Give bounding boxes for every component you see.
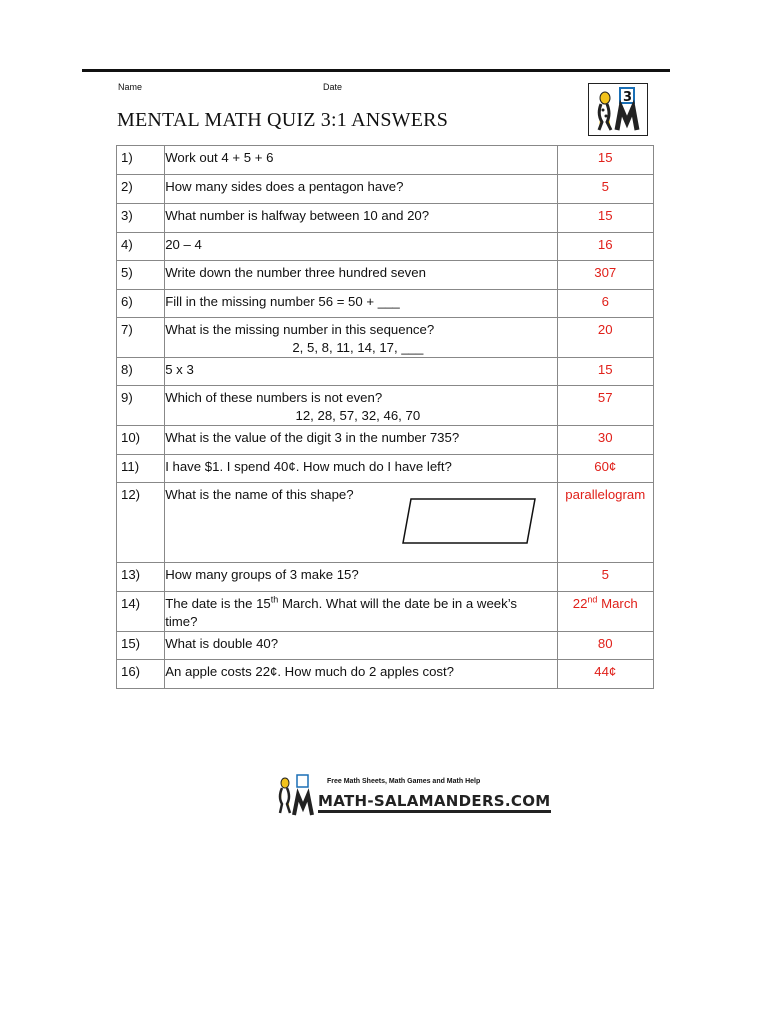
question-number: 4) [117,233,165,261]
question-text: What is the name of this shape? [165,487,354,502]
question-cell [165,318,557,358]
question-text: What is the missing number in this sequence? [165,322,435,337]
question-text: An apple costs 22¢. How much do 2 apples cost? [165,660,557,689]
parallelogram-shape [401,497,541,551]
question-text: 20 – 4 [165,233,557,261]
question-number: 2) [117,175,165,204]
answer-text: 5 [557,563,654,592]
salamander-logo [588,83,648,136]
salamander-footer-icon [272,773,316,817]
question-number: 12) [117,483,165,563]
table-row [117,632,654,660]
question-number: 16) [117,660,165,689]
answer-ordinal-suffix: nd [587,594,598,605]
question-number: 6) [117,290,165,318]
question-number: 14) [117,592,165,632]
answer-text: parallelogram [557,483,654,563]
question-text: Write down the number three hundred seven [165,261,557,290]
table-row [117,233,654,261]
answer-day: 22 [572,596,588,611]
question-cell [165,386,557,426]
question-number: 13) [117,563,165,592]
table-row [117,146,654,175]
question-number: 5) [117,261,165,290]
table-row [117,592,654,632]
question-text: How many groups of 3 make 15? [165,563,557,592]
table-row [117,358,654,386]
answer-month: March [597,596,638,611]
answer-text: 60¢ [557,455,654,483]
table-row [117,290,654,318]
question-number: 10) [117,426,165,455]
question-text: What is double 40? [165,632,557,660]
answer-text: 15 [557,146,654,175]
question-text-end: March. What will the date be in a week’s time? [165,596,517,629]
question-text: How many sides does a pentagon have? [165,175,557,204]
top-rule [82,69,670,72]
question-number: 3) [117,204,165,233]
table-row [117,426,654,455]
footer-tagline: Free Math Sheets, Math Games and Math Help [327,778,481,785]
answer-text: 30 [557,426,654,455]
date-label: Date [323,82,343,92]
sequence-text: 2, 5, 8, 11, 14, 17, ___ [292,340,424,355]
question-number: 9) [117,386,165,426]
footer-brand: MATH-SALAMANDERS.COM [318,792,551,813]
answer-text: 80 [557,632,654,660]
answer-text: 44¢ [557,660,654,689]
ordinal-suffix: th [270,594,279,605]
question-number: 1) [117,146,165,175]
question-text: What is the value of the digit 3 in the number 735? [165,426,557,455]
answer-text [557,592,654,632]
table-row [117,455,654,483]
page-title: MENTAL MATH QUIZ 3:1 ANSWERS [117,109,449,131]
number-list-text: 12, 28, 57, 32, 46, 70 [295,408,421,423]
table-row [117,261,654,290]
logo-badge: 3 [623,90,633,105]
question-text: Work out 4 + 5 + 6 [165,146,557,175]
question-number: 8) [117,358,165,386]
table-row [117,563,654,592]
answer-text: 6 [557,290,654,318]
answer-text: 15 [557,204,654,233]
question-number: 15) [117,632,165,660]
salamander-logo-icon [589,84,647,135]
question-text: I have $1. I spend 40¢. How much do I have left? [165,455,557,483]
question-text [165,592,557,632]
answer-text: 307 [557,261,654,290]
quiz-table [116,145,654,689]
answer-text: 15 [557,358,654,386]
name-label: Name [118,82,143,92]
table-row [117,204,654,233]
question-number: 7) [117,318,165,358]
question-text-start: The date is the 15 [165,596,271,611]
table-row [117,483,654,563]
answer-text: 5 [557,175,654,204]
question-text: Fill in the missing number 56 = 50 + ___ [165,290,557,318]
question-number: 11) [117,455,165,483]
table-row [117,175,654,204]
answer-text: 20 [557,318,654,358]
question-cell [165,483,557,563]
table-row [117,318,654,358]
answer-text: 57 [557,386,654,426]
table-row [117,386,654,426]
table-row [117,660,654,689]
question-text: Which of these numbers is not even? [165,390,383,405]
answer-text: 16 [557,233,654,261]
question-text: 5 x 3 [165,358,557,386]
question-text: What number is halfway between 10 and 20? [165,204,557,233]
